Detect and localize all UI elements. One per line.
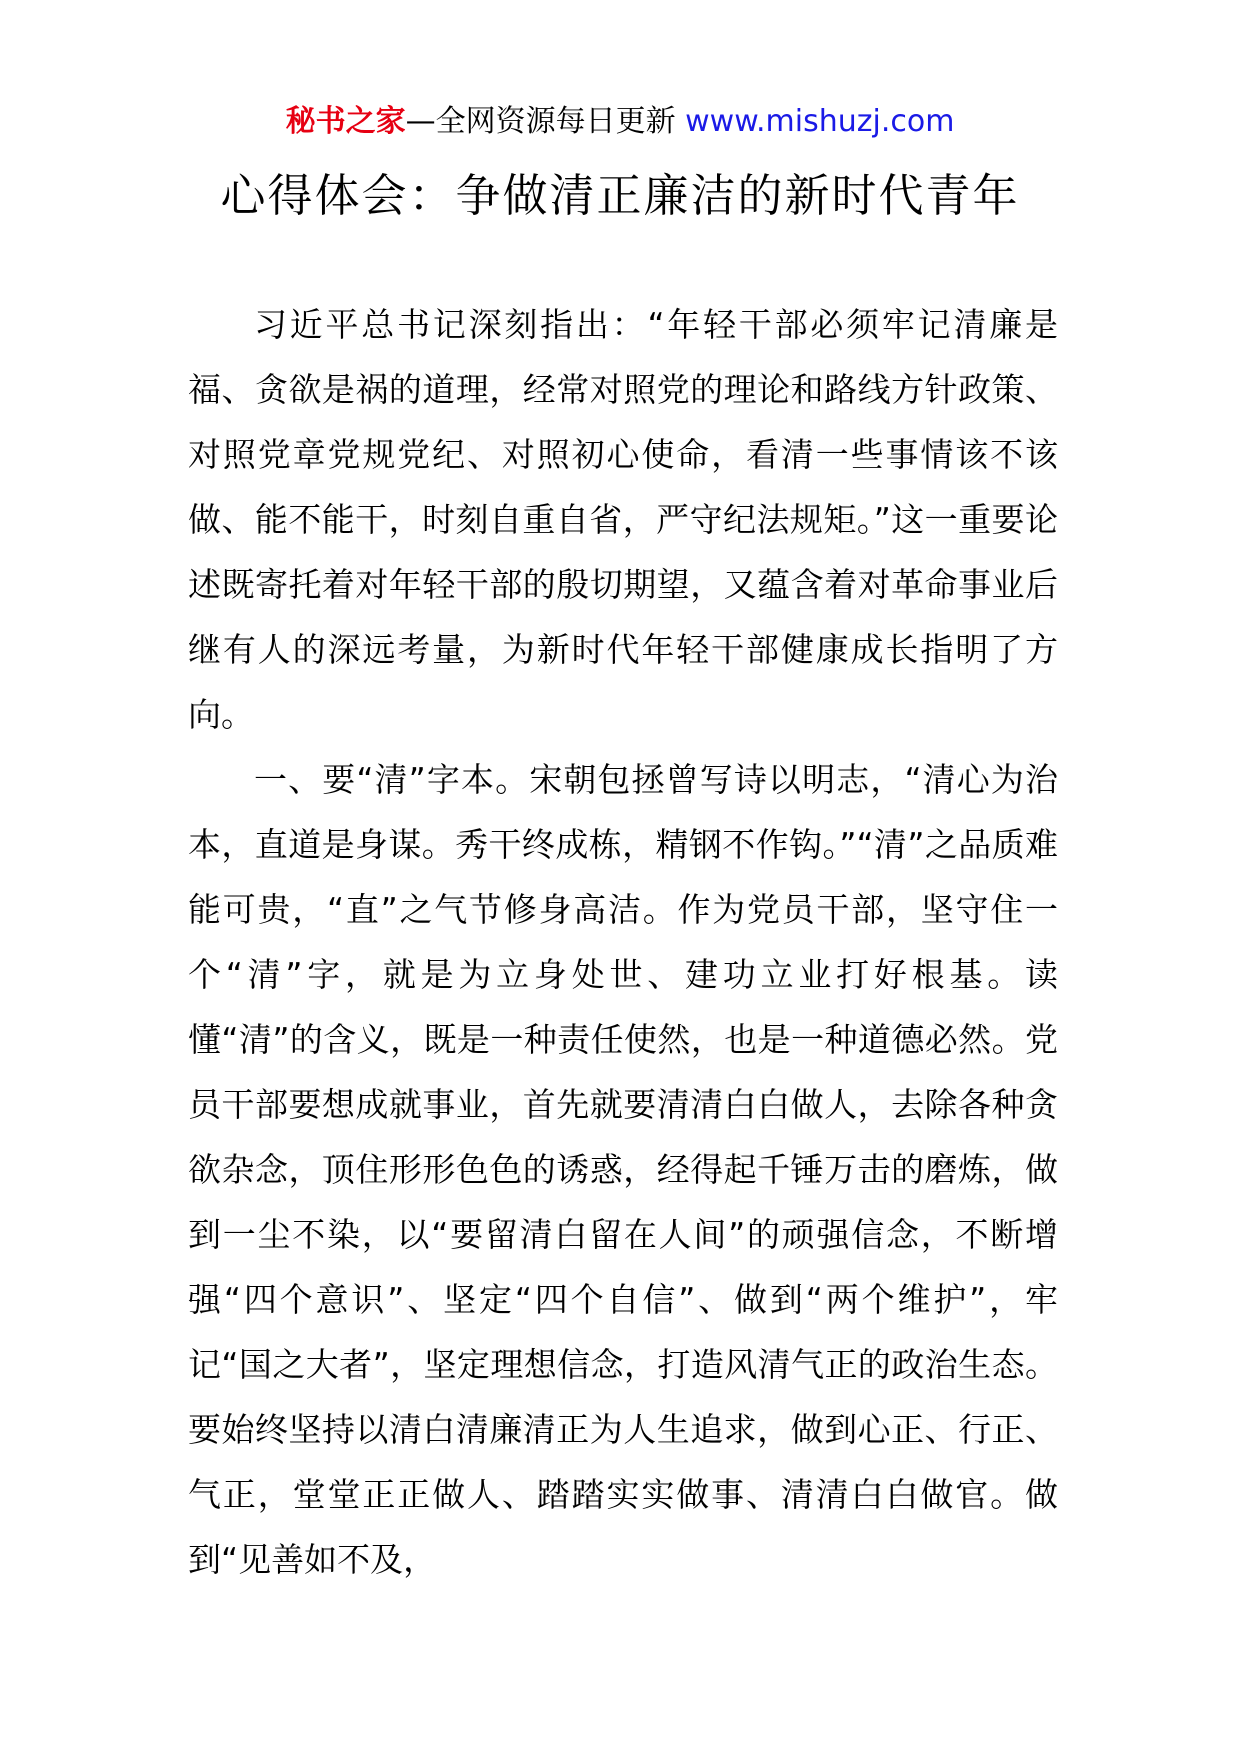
paragraph-section-one: 一、要“清”字本。宋朝包拯曾写诗以明志，“清心为治本，直道是身谋。秀干终成栋，精钢不作钩。”“清”之品质难能可贵，“直”之气节修身高洁。作为党员干部，坚守住一个“清”字，就是为立身处世、建功立业打好根基。读懂“清”的含义，既是一种责任使然，也是一种道德必然。党员干部要想成就事业，首先就要清清白白做人，去除各种贪欲杂念，顶住形形色色的诱惑，经得起千锤万击的磨炼，做到一尘不染，以“要留清白留在人间”的顽强信念，不断增强“四个意识”、坚定“四个自信”、做到“两个维护”，牢记“国之大者”，坚定理想信念，打造风清气正的政治生态。要始终坚持以清白清廉清正为人生追求，做到心正、行正、气正，堂堂正正做人、踏踏实实做事、清清白白做官。做到“见善如不及， [188,760,1058,1579]
brand-name: 秘书之家 [285,104,406,139]
document-body [188,292,1058,1592]
paragraph-intro: 习近平总书记深刻指出：“年轻干部必须牢记清廉是福、贪欲是祸的道理，经常对照党的理论和路线方针政策、对照党章党规党纪、对照初心使命，看清一些事情该不该做、能不能干，时刻自重自省，严守纪法规矩。”这一重要论述既寄托着对年轻干部的殷切期望，又蕴含着对革命事业后继有人的深远考量，为新时代年轻干部健康成长指明了方向。 [188,305,1058,734]
document-title: 心得体会：争做清正廉洁的新时代青年 [220,169,1020,222]
site-header [0,102,1240,142]
site-url-link[interactable]: www.mishuzj.com [685,104,955,139]
header-tagline: —全网资源每日更新 [405,104,676,139]
